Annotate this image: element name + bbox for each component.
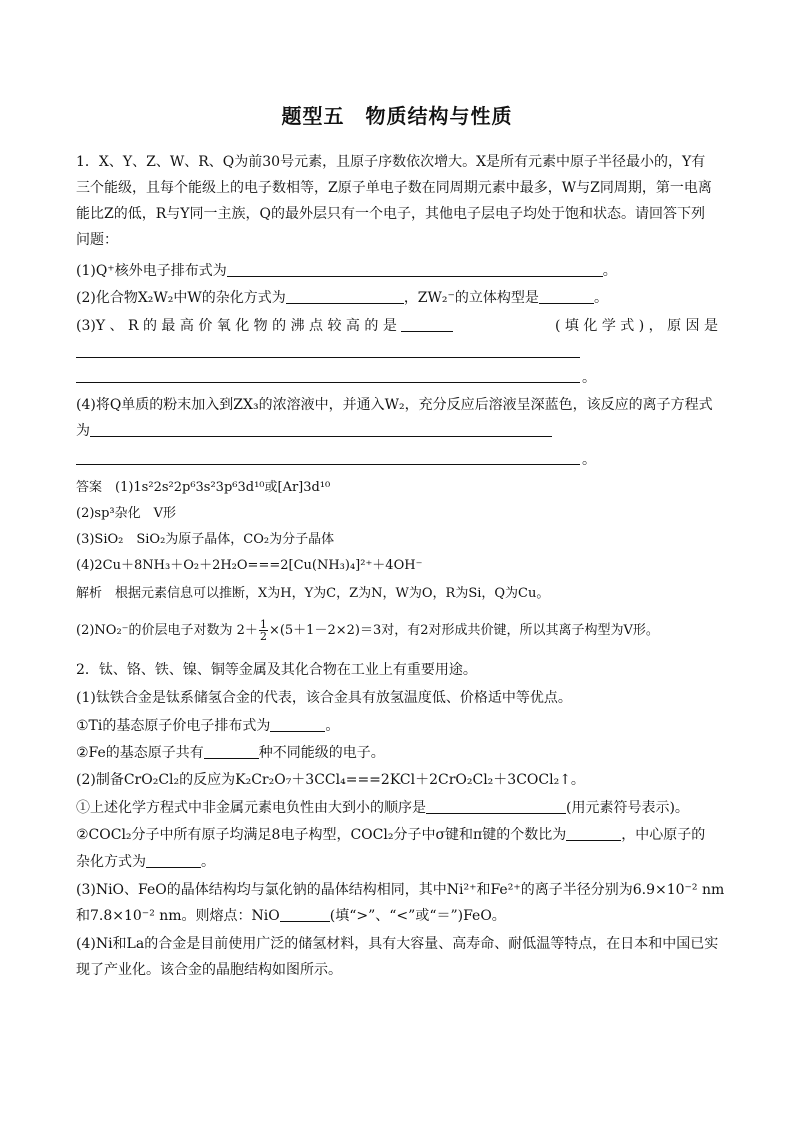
- q1-sub2-text: (2)化合物X₂W₂中W的杂化方式为: [76, 290, 286, 306]
- q2-sub1a-end: 。: [325, 718, 340, 734]
- answer-blank[interactable]: [280, 906, 330, 922]
- q1-sub4-end: 。: [582, 452, 596, 468]
- answer-blank[interactable]: [286, 288, 404, 304]
- q2-sub2b-cont: [76, 852, 718, 872]
- q2-sub2b-end: 。: [201, 854, 215, 870]
- q2-sub3: (3)NiO、FeO的晶体结构均与氯化钠的晶体结构相同，其中Ni²⁺和Fe²⁺的离子半径分别为6.9×10⁻² nm: [76, 882, 725, 898]
- q1-sub4: (4)将Q单质的粉末加入到ZX₃的浓溶液中，并通入W₂，充分反应后溶液呈深蓝色，该反应的离子方程式: [76, 397, 713, 413]
- q2-sub1b-text: ②Fe的基态原子共有: [76, 745, 204, 761]
- answer-line: 答案 (1)1s²2s²2p⁶3s²3p⁶3d¹⁰或[Ar]3d¹⁰: [76, 480, 331, 495]
- q1-sub2: [76, 288, 718, 308]
- fraction-denominator: 2: [259, 630, 267, 643]
- answer-line: (4)2Cu＋8NH₃＋O₂＋2H₂O===2[Cu(NH₃)₄]²⁺＋4OH⁻: [76, 558, 423, 573]
- answer-blank[interactable]: [90, 421, 552, 437]
- q2-sub2b-text2: ，中心原子的: [621, 827, 706, 843]
- analysis-line: 解析 根据元素信息可以推断，X为H，Y为C，Z为N，W为O，R为Si，Q为Cu。: [76, 586, 550, 601]
- q1-sub3-text: (3)Y 、 R 的 最 高 价 氧 化 物 的 沸 点 较 高 的 是: [76, 318, 397, 334]
- q1-sub1-text: (1)Q⁺核外电子排布式为: [76, 263, 227, 279]
- answer-blank[interactable]: [566, 825, 621, 841]
- answer-blank[interactable]: [401, 316, 453, 332]
- analysis-text: ×(5＋1－2×2)＝3对，有2对形成共价键，所以其离子构型为V形。: [268, 623, 659, 638]
- q1-paragraph-line: 三个能级，且每个能级上的电子数相等，Z原子单电子数在同周期元素中最多，W与Z同周期，第一电离: [76, 180, 712, 196]
- answer-blank-line[interactable]: [76, 464, 580, 465]
- fraction-one-half: [259, 619, 268, 642]
- answer-blank-line[interactable]: [76, 382, 580, 383]
- q1-paragraph-line: 能比Z的低，R与Y同一主族，Q的最外层只有一个电子，其他电子层电子均处于饱和状态。请回答下列: [76, 206, 705, 222]
- q2-sub2a: [76, 798, 718, 818]
- answer-line: (2)sp³杂化 V形: [76, 506, 177, 521]
- q2-sub3b: [76, 906, 718, 926]
- q1-sub3-text2: ( 填 化 学 式 ) ， 原 因 是: [555, 318, 718, 334]
- answer-blank[interactable]: [270, 716, 325, 732]
- q2-sub4: (4)Ni和La的合金是目前使用广泛的储氢材料，具有大容量、高寿命、耐低温等特点，在日本和中国已实: [76, 936, 719, 952]
- q2-sub2b: [76, 825, 718, 845]
- q2-sub2a-end: (用元素符号表示)。: [566, 800, 689, 816]
- q2-sub4b: 现了产业化。该合金的晶胞结构如图所示。: [76, 962, 342, 978]
- answer-blank[interactable]: [227, 261, 603, 277]
- fraction-numerator: 1: [259, 618, 267, 631]
- q2-sub2b-text: ②COCl₂分子中所有原子均满足8电子构型，COCl₂分子中σ键和π键的个数比为: [76, 827, 567, 843]
- q1-sub3-end: 。: [582, 370, 596, 386]
- q1-sub1-end: 。: [602, 263, 617, 279]
- q1-sub1: [76, 261, 718, 281]
- q2-sub2b-text3: 杂化方式为: [76, 854, 146, 870]
- q1-paragraph-line: 问题：: [76, 232, 118, 248]
- page-title: 题型五 物质结构与性质: [281, 104, 513, 128]
- answer-blank[interactable]: [539, 288, 594, 304]
- answer-blank[interactable]: [146, 852, 201, 868]
- answer-line: (3)SiO₂ SiO₂为原子晶体，CO₂为分子晶体: [76, 532, 335, 547]
- q2-sub1a-text: ①Ti的基态原子价电子排布式为: [76, 718, 271, 734]
- q2-sub1: (1)钛铁合金是钛系储氢合金的代表，该合金具有放氢温度低、价格适中等优点。: [76, 690, 572, 706]
- q2-sub1a: [76, 716, 718, 736]
- q2-sub2: (2)制备CrO₂Cl₂的反应为K₂Cr₂O₇＋3CCl₄===2KCl＋2CrO₂Cl₂＋3COCl₂↑。: [76, 772, 585, 788]
- answer-blank[interactable]: [204, 743, 259, 759]
- q2-sub3b-text: 和7.8×10⁻² nm。则熔点：NiO: [76, 908, 280, 924]
- q2-sub2a-text: ①上述化学方程式中非金属元素电负性由大到小的顺序是: [76, 800, 426, 816]
- analysis-text: (2)NO₂⁻的价层电子对数为 2＋: [76, 623, 258, 638]
- q1-paragraph-line: 1．X、Y、Z、W、R、Q为前30号元素，且原子序数依次增大。X是所有元素中原子半径最小的，Y有: [76, 154, 706, 170]
- q2-sub3b-end: (填“>”、“<”或“＝”)FeO。: [329, 908, 506, 924]
- analysis-line: [76, 619, 718, 642]
- q1-sub2-end: 。: [593, 290, 608, 306]
- q2-sub1b-end: 种不同能级的电子。: [258, 745, 385, 761]
- answer-blank[interactable]: [426, 798, 566, 814]
- q1-sub2-text2: ，ZW₂⁻的立体构型是: [403, 290, 539, 306]
- q2-sub1b: [76, 743, 718, 763]
- q1-sub4-text: 为: [76, 423, 90, 439]
- answer-blank-line[interactable]: [76, 357, 580, 358]
- q1-sub4b: [76, 421, 718, 441]
- q2-paragraph: 2．钛、铬、铁、镍、铜等金属及其化合物在工业上有重要用途。: [76, 662, 477, 678]
- q1-sub3: [76, 316, 718, 336]
